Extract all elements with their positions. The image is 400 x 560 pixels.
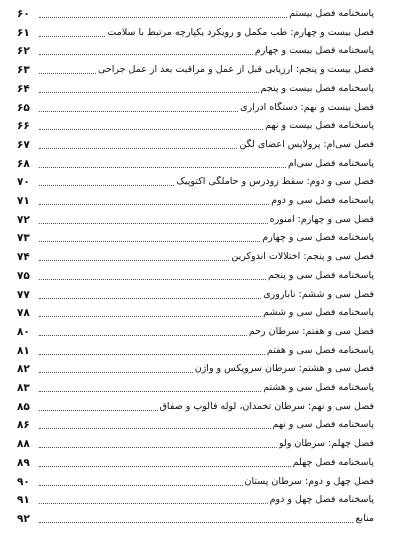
toc-page-number: ۸۱ — [17, 344, 30, 357]
toc-entry[interactable] — [17, 24, 374, 40]
toc-entry-title: پاسخنامه فصل بیست و نهم — [265, 120, 374, 132]
toc-dot-leader — [39, 427, 271, 429]
toc-entry-title: پاسخنامه فصل سی و دوم — [271, 195, 374, 206]
toc-page-number: ۸۳ — [17, 382, 30, 394]
toc-dot-leader — [39, 521, 353, 523]
toc-entry[interactable] — [17, 42, 374, 58]
toc-dot-leader — [39, 184, 174, 186]
toc-entry-title: فصل سی و هشتم: سرطان سرویکس و واژن — [194, 363, 374, 375]
toc-page-number: ۷۳ — [17, 232, 30, 245]
toc-dot-leader — [39, 297, 261, 299]
toc-entry[interactable] — [17, 286, 374, 302]
toc-entry[interactable] — [17, 173, 374, 189]
toc-entry[interactable] — [17, 229, 374, 245]
toc-entry[interactable] — [17, 304, 374, 320]
toc-dot-leader — [39, 502, 268, 504]
toc-dot-leader — [39, 128, 263, 130]
toc-entry-title: پاسخنامه فصل بیستم — [289, 8, 374, 19]
toc-entry-title: پاسخنامه فصل سی‌ام — [288, 157, 374, 169]
toc-dot-leader — [39, 315, 261, 317]
toc-dot-leader — [39, 16, 287, 18]
toc-page-number: ۹۱ — [17, 494, 30, 507]
toc-entry-title: پاسخنامه فصل چهل و دوم — [269, 494, 374, 506]
toc-dot-leader — [39, 147, 237, 149]
toc-dot-leader — [39, 371, 193, 373]
toc-entry[interactable] — [17, 248, 374, 264]
toc-entry-title: فصل سی و نهم: سرطان تخمدان، لوله فالوپ و صفاق — [159, 400, 374, 412]
toc-entry[interactable] — [17, 136, 374, 152]
toc-page-number: ۶۱ — [17, 26, 30, 39]
toc-page-number: ۸۹ — [17, 456, 30, 469]
toc-entry-title: پاسخنامه فصل سی و چهارم — [262, 232, 374, 244]
toc-dot-leader — [39, 110, 238, 112]
toc-dot-leader — [39, 446, 277, 448]
toc-page-number: ۶۵ — [17, 101, 30, 114]
toc-page-number: ۶۰ — [17, 8, 30, 20]
toc-entry[interactable] — [17, 454, 374, 470]
toc-entry-title: پاسخنامه فصل سی و هشتم — [263, 382, 374, 393]
toc-entry[interactable] — [17, 155, 374, 171]
toc-dot-leader — [39, 203, 269, 205]
toc-page-number: ۶۴ — [17, 82, 30, 95]
toc-dot-leader — [39, 278, 266, 280]
toc-page-number: ۶۷ — [17, 138, 30, 151]
toc-page-number: ۷۴ — [17, 251, 30, 264]
toc-page-number: ۹۲ — [17, 512, 30, 525]
toc-entry[interactable] — [17, 192, 374, 208]
toc-page-number: ۶۸ — [17, 157, 30, 170]
toc-entry-title: پاسخنامه فصل سی و ششم — [263, 307, 374, 319]
toc-page-number: ۶۳ — [17, 64, 30, 77]
toc-entry-title: فصل چهل و دوم: سرطان پستان — [244, 475, 374, 487]
toc-entry[interactable] — [17, 473, 374, 489]
toc-dot-leader — [39, 222, 268, 224]
toc-dot-leader — [39, 35, 105, 37]
toc-entry-title: فصل سی و ششم: ناباروری — [263, 288, 374, 300]
toc-entry-title: پاسخنامه فصل سی و پنجم — [267, 269, 374, 281]
toc-dot-leader — [39, 240, 260, 242]
toc-entry-title: فصل بیست و نهم: دستگاه ادراری — [240, 101, 374, 113]
toc-entry[interactable] — [17, 80, 374, 96]
toc-entry-title: فصل سی و دوم: سقط زودرس و حاملگی اکتوپیک — [176, 176, 374, 188]
toc-dot-leader — [39, 353, 265, 355]
toc-entry-title: منابع — [355, 512, 374, 524]
toc-page-number: ۸۸ — [17, 438, 30, 451]
toc-entry-title: پاسخنامه فصل چهلم — [292, 456, 374, 468]
toc-page-number: ۹۰ — [17, 475, 30, 488]
toc-entry[interactable] — [17, 360, 374, 376]
toc-dot-leader — [39, 390, 261, 392]
toc-entry-title: پاسخنامه فصل سی و نهم — [272, 419, 374, 431]
toc-dot-leader — [39, 334, 247, 336]
toc-page-number: ۸۶ — [17, 419, 30, 432]
toc-page-number: ۸۲ — [17, 363, 30, 376]
toc-page-number: ۷۸ — [17, 307, 30, 320]
toc-page-number: ۶۲ — [17, 45, 30, 58]
toc-entry[interactable] — [17, 99, 374, 115]
toc-entry[interactable] — [17, 342, 374, 358]
toc-entry[interactable] — [17, 510, 374, 526]
toc-entry[interactable] — [17, 491, 374, 507]
toc-page-number: ۸۰ — [17, 325, 30, 338]
toc-entry[interactable] — [17, 435, 374, 451]
toc-entry-title: پاسخنامه فصل بیست و چهارم — [254, 45, 374, 57]
toc-page-number: ۷۵ — [17, 269, 30, 282]
toc-dot-leader — [39, 484, 243, 486]
toc-dot-leader — [39, 259, 229, 261]
toc-entry[interactable] — [17, 5, 374, 21]
toc-page-number: ۷۱ — [17, 195, 30, 207]
toc-entry-title: فصل بیست و پنجم: ارزیابی قبل از عمل و مراقبت بعد از عمل جراحی — [97, 64, 374, 76]
toc-dot-leader — [39, 465, 291, 467]
toc-entry[interactable] — [17, 398, 374, 414]
toc-page-number: ۷۰ — [17, 176, 30, 189]
toc-entry[interactable] — [17, 416, 374, 432]
toc-dot-leader — [39, 166, 286, 168]
toc-entry[interactable] — [17, 323, 374, 339]
toc-dot-leader — [39, 409, 158, 411]
toc-entry-title: فصل سی و پنجم: اختلالات اندوکرین — [231, 251, 374, 263]
toc-entry-title: فصل سی‌ام: پرولاپس اعضای لگن — [239, 138, 374, 150]
toc-page-number: ۷۲ — [17, 213, 30, 226]
toc-entry[interactable] — [17, 379, 374, 395]
toc-entry-title: پاسخنامه فصل سی و هفتم — [266, 344, 374, 356]
toc-page-number: ۷۷ — [17, 288, 30, 301]
toc-page-number: ۸۵ — [17, 400, 30, 413]
toc-entry-title: فصل بیست و چهارم: طب مکمل و رویکرد یکپارچه مرتبط با سلامت — [107, 26, 374, 38]
toc-entry[interactable] — [17, 211, 374, 227]
toc-entry[interactable] — [17, 267, 374, 283]
toc-entry-title: فصل چهلم: سرطان ولو — [279, 438, 374, 450]
toc-dot-leader — [39, 91, 259, 93]
toc-entry-title: پاسخنامه فصل بیست و پنجم — [260, 82, 374, 94]
toc-entry[interactable] — [17, 61, 374, 77]
toc-entry-title: فصل سی و هفتم: سرطان رحم — [248, 325, 374, 337]
toc-dot-leader — [39, 53, 253, 55]
toc-page-number: ۶۶ — [17, 120, 30, 133]
toc-entry-title: فصل سی و چهارم: آمنوره — [269, 213, 374, 225]
toc-dot-leader — [39, 72, 96, 74]
toc-entry[interactable] — [17, 117, 374, 133]
